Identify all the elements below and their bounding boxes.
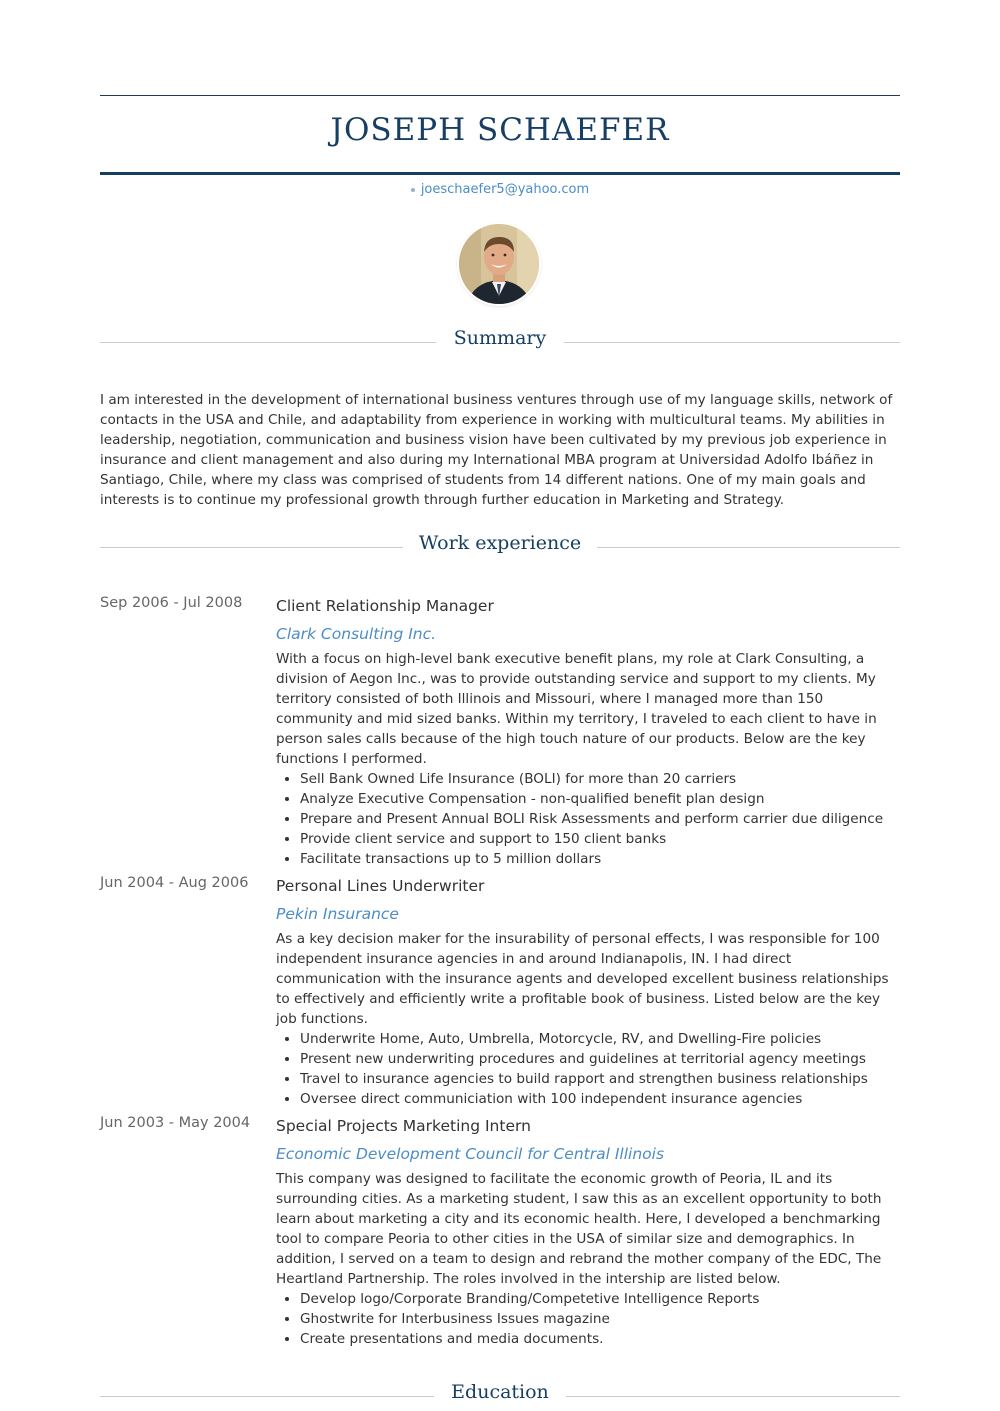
bullet-dot-icon xyxy=(411,188,415,192)
person-portrait-icon xyxy=(459,224,539,304)
list-item: • Create presentations and media documents. xyxy=(300,1329,900,1349)
job-bullets xyxy=(276,769,900,869)
list-item: • Underwrite Home, Auto, Umbrella, Motorcycle, RV, and Dwelling-Fire policies xyxy=(300,1029,900,1049)
company-name: Economic Development Council for Central Illinois xyxy=(276,1145,665,1163)
section-education xyxy=(100,1381,900,1411)
list-item: • Travel to insurance agencies to build rapport and strengthen business relationships xyxy=(300,1069,900,1089)
list-item: • Present new underwriting procedures and guidelines at territorial agency meetings xyxy=(300,1049,900,1069)
job-description: With a focus on high-level bank executive benefit plans, my role at Clark Consulting, a division of Aegon Inc., was to provide outstanding service and support to my clients. My territory consisted of both Illinois and Missouri, where I managed more than 150 community and mid sized banks. Within my territory, I traveled to each client to have in person sales calls because of the high touch nature of our products. Below are the key functions I performed. xyxy=(276,651,877,767)
top-rule xyxy=(100,95,900,96)
list-item: • Prepare and Present Annual BOLI Risk Assessments and perform carrier due diligence xyxy=(300,809,900,829)
profile-photo xyxy=(459,224,539,304)
name-underline xyxy=(100,172,900,175)
job-title: Client Relationship Manager xyxy=(276,597,494,615)
contact-line xyxy=(100,182,900,197)
list-item: • Oversee direct communiciation with 100 independent insurance agencies xyxy=(300,1089,900,1109)
job-bullets xyxy=(276,1289,900,1349)
list-item: • Sell Bank Owned Life Insurance (BOLI) for more than 20 carriers xyxy=(300,769,900,789)
job-description: As a key decision maker for the insurability of personal effects, I was responsible for 100 independent insurance agencies in and around Indianapolis, IN. I had direct communication with the insurance agents and developed excellent business relationships to effectively and efficiently write a profitable book of business. Listed below are the key job functions. xyxy=(276,931,889,1027)
job-dates: Jun 2004 - Aug 2006 xyxy=(100,875,249,891)
job-description: This company was designed to facilitate the economic growth of Peoria, IL and its surrounding cities. As a marketing student, I saw this as an excellent opportunity to both learn about marketing a city and its economic health. Here, I developed a benchmarking tool to compare Peoria to other cities in the USA of similar size and demographics. In addition, I served on a team to design and rebrand the mother company of the EDC, The Heartland Partnership. The roles involved in the intership are listed below. xyxy=(276,1171,882,1287)
list-item: • Analyze Executive Compensation - non-qualified benefit plan design xyxy=(300,789,900,809)
candidate-name: JOSEPH SCHAEFER xyxy=(330,112,670,148)
job-dates: Jun 2003 - May 2004 xyxy=(100,1115,251,1131)
section-title-education: Education xyxy=(437,1381,563,1403)
list-item: • Facilitate transactions up to 5 million dollars xyxy=(300,849,900,869)
section-title-summary: Summary xyxy=(440,327,560,349)
job-dates: Sep 2006 - Jul 2008 xyxy=(100,595,243,611)
list-item: • Develop logo/Corporate Branding/Competetive Intelligence Reports xyxy=(300,1289,900,1309)
job-title: Special Projects Marketing Intern xyxy=(276,1117,531,1135)
job-bullets xyxy=(276,1029,900,1109)
section-summary xyxy=(100,327,900,357)
company-name: Clark Consulting Inc. xyxy=(276,625,437,643)
company-name: Pekin Insurance xyxy=(276,905,399,923)
summary-text: I am interested in the development of international business ventures through use of my language skills, network of contacts in the USA and Chile, and adaptability from experience in working with multicultural teams. My abilities in leadership, negotiation, communication and business vision have been cultivated by my previous job experience in insurance and client management and also during my International MBA program at Universidad Adolfo Ibáñez in Santiago, Chile, where my class was comprised of students from 14 different nations. One of my main goals and interests is to continue my professional growth through further education in Marketing and Strategy. xyxy=(100,392,893,508)
email-link[interactable]: joeschaefer5@yahoo.com xyxy=(420,182,590,197)
job-title: Personal Lines Underwriter xyxy=(276,877,485,895)
section-work-experience xyxy=(100,532,900,562)
section-title-work: Work experience xyxy=(405,532,595,554)
list-item: • Provide client service and support to 150 client banks xyxy=(300,829,900,849)
list-item: • Ghostwrite for Interbusiness Issues magazine xyxy=(300,1309,900,1329)
